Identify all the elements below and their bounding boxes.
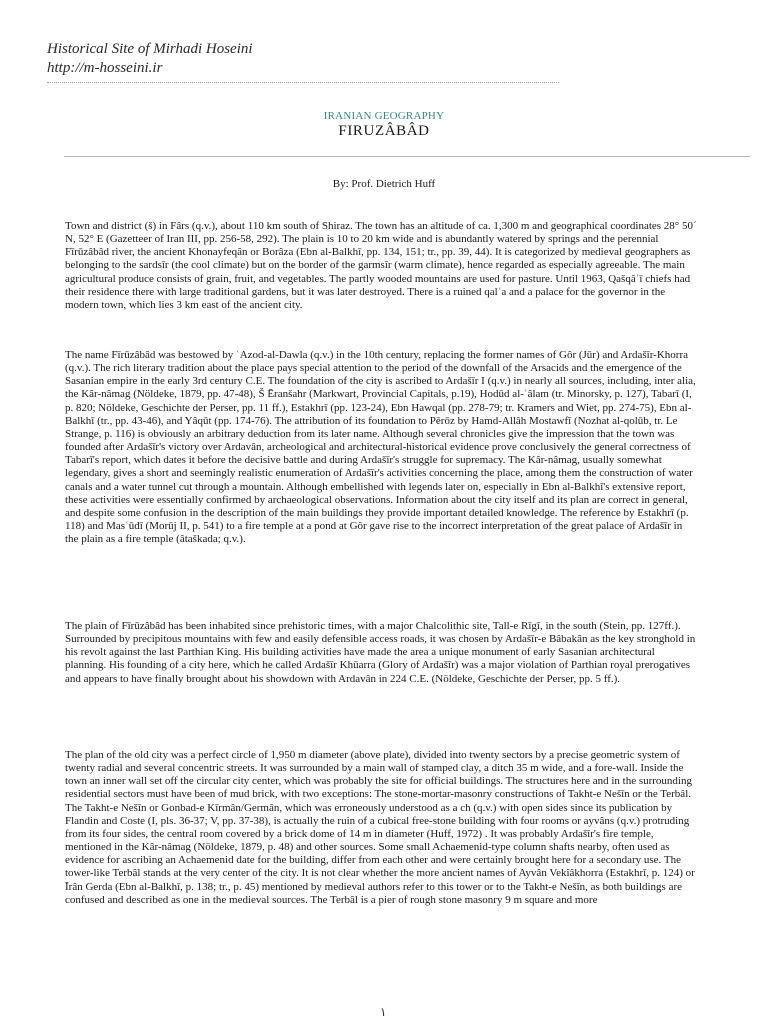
paragraph: Town and district (š) in Fârs (q.v.), about 110 km south of Shiraz. The town has an altitude of ca. 1,300 m and geographical coordinates 28° 50´ N, 52° E (Gazetteer of Iran III, pp. 256-58, 292). The plain is 10 to 20 km wide and is abundantly watered by springs and the perennial Fīrūzâbâd river, the ancient Khonayfeqân or Borâza (Ebn al-Balkhī, pp. 134, 151; tr., pp. 39, 44). It is categorized by medieval geographers as belonging to the sardsīr (the cool climate) but on the border of the garmsīr (warm climate), hence regarded as especially agreeable. The main agricultural produce consists of grain, fruit, and vegetables. The partly wooded mountains are used for pasture. Until 1963, Qašqâʾī chiefs had their residence there with large traditional gardens, but it was later destroyed. There is a ruined qalʿa and a palace for the governor in the modern town, which lies 3 km east of the ancient city. bbox=[65, 220, 697, 311]
site-header bbox=[47, 40, 253, 78]
site-name: Historical Site of Mirhadi Hoseini bbox=[47, 41, 253, 57]
section-label: IRANIAN GEOGRAPHY bbox=[323, 110, 445, 122]
article-title: FIRUZÂBÂD bbox=[338, 123, 430, 139]
site-url-link[interactable]: http://m-hosseini.ir bbox=[47, 60, 163, 76]
dotted-separator bbox=[47, 80, 559, 83]
paragraph: The plan of the old city was a perfect circle of 1,950 m diameter (above plate), divided into twenty sectors by a precise geometric system of twenty radial and several concentric streets. It was surrounded by a main wall of stamped clay, a ditch 35 m wide, and a fore-wall. Inside the town an inner wall set off the circular city center, which was probably the site for official buildings. The structures here and in the surrounding residential sectors must have been of mud brick, with two exceptions: The stone-mortar-masonry constructions of Takht-e Nešīn or the Terbâl. The Takht-e Nešīn or Gonbad-e Kīrmân/Germân, which was erroneously understood as a ch (q.v.) with open sides since its publication by Flandin and Coste (I, pls. 36-37; V, pp. 37-38), is actually the ruin of a cubical free-stone building with four rooms or ayvâns (q.v.) protruding from its four sides, the central room covered by a brick dome of 14 m in diameter (Huff, 1972) . It was probably Ardašīr's fire temple, mentioned in the Kâr-nâmag (Nöldeke, 1879, p. 48) and other sources. Some small Achaemenid-type column shafts nearby, often used as evidence for ascribing an Achaemenid date for the building, differ from each other and were certainly brought here for a secondary use. The tower-like Terbâl stands at the very center of the city. It is not clear whether the more ancient names of Ayvân Vekîâkhorra (Estakhrī, p. 124) or Īrân Gerda (Ebn al-Balkhī, p. 138; tr., p. 45) mentioned by medieval authors refer to this tower or to the Takht-e Nešīn, as both buildings are confused and described as one in the medieval sources. The Terbâl is a pier of rough stone masonry 9 m square and more bbox=[65, 749, 695, 906]
page-number: ١ bbox=[380, 1005, 387, 1019]
paragraph: The plain of Fīrūzâbâd has been inhabited since prehistoric times, with a major Chalcolithic site, Tall-e Rīgī, in the south (Stein, pp. 127ff.). Surrounded by precipitous mountains with few and easily defensible access roads, it was chosen by Ardašīr-e Bâbakân as the key stronghold in his revolt against the last Parthian King. His building activities have made the area a unique monument of early Sasanian architectural planning. His founding of a city here, which he called Ardašīr Khūarra (Glory of Ardašīr) was a major violation of Parthian royal prerogatives and appears to have finally brought about his showdown with Ardavân in 224 C.E. (Nöldeke, Geschichte der Perser, pp. 5 ff.). bbox=[65, 620, 696, 685]
title-rule bbox=[64, 156, 750, 157]
paragraph: The name Fīrūzâbâd was bestowed by ʿAzod-al-Dawla (q.v.) in the 10th century, replacing the former names of Gôr (Jūr) and Ardašīr-Khorra (q.v.). The rich literary tradition about the place pays special attention to the period of the downfall of the Arsacids and the emergence of the Sasanian empire in the early 3rd century C.E. The foundation of the city is ascribed to Ardašīr I (q.v.) in nearly all sources, including, inter alia, the Kâr-nâmag (Nöldeke, 1879, pp. 47-48), Š Ēranšahr (Markwart, Provincial Capitals, p.19), Hodūd al-ʿâlam (tr. Minorsky, p. 127), Tabarī (I, p. 820; Nöldeke, Geschichte der Perser, pp. 11 ff.), Estakhrī (pp. 123-24), Ebn Hawqal (pp. 278-79; tr. Kramers and Wiet, pp. 274-75), Ebn al-Balkhī (tr., pp. 43-46), and Yâqūt (pp. 174-76). The attribution of its foundation to Pērōz by Hamd-Allâh Mostawfī (Nozhat al-qolūb, tr. Le Strange, p. 116) is obviously an arbitrary deduction from its later name. Although several chronicles give the impression that the town was founded after Ardašīr's victory over Ardavân, archeological and architectural-historical evidence prove conclusively the general correctness of Tabarī's report, which dates it before the decisive battle and during Ardašīr's struggle for supremacy. The Kâr-nâmag, usually somewhat legendary, gives a short and seemingly realistic enumeration of Ardašīr's activities concerning the place, among them the construction of water canals and a water tunnel cut through a mountain. Although embellished with legends later on, especially in Ebn al-Balkhī's extensive report, these activities were essentially confirmed by archaeological observations. Information about the city itself and its plan are correct in general, and despite some confusion in the description of the main buildings they provide important detailed knowledge. The reference by Estakhrī (p. 118) and Masʿūdī (Morūj II, p. 541) to a fire temple at a pond at Gôr gave rise to the incorrect interpretation of the great palace of Ardašīr in the plain as a fire temple (âtaškada; q.v.). bbox=[65, 349, 696, 546]
byline: By: Prof. Dietrich Huff bbox=[332, 178, 436, 190]
